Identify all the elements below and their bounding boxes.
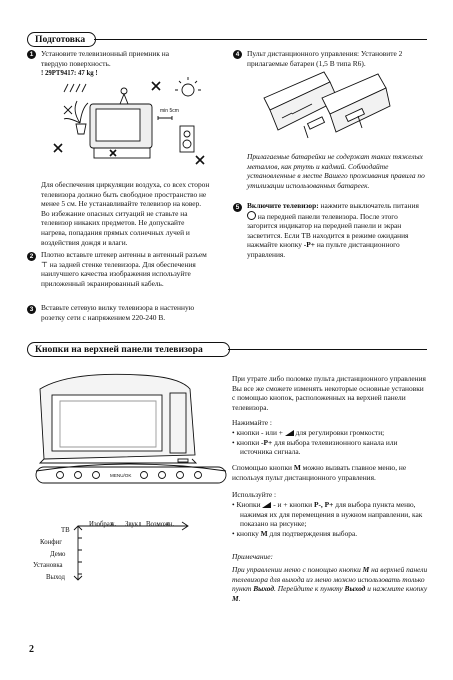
bullet-navigate: • Кнопки - и + кнопки P-, P+ для выбора пункта меню, нажимая их для перемещения в нужном направлении, как показано на рисунке; [232,500,423,529]
bullet-channel: • кнопки -P+ для выбора телевизионного канала или источника сигнала. [232,437,398,457]
remote-control-illustration [262,68,392,150]
bullet-confirm: • кнопку M для подтверждения выбора. [232,528,358,538]
volume-icon [285,430,294,436]
step1-text: Установите телевизионный приемник на твердую поверхность. ! 29PT9417: 47 kg ! [41,49,169,78]
step-number: 2 [27,252,36,261]
section-title: Кнопки на верхней панели телевизора [35,344,203,355]
step3-text: Вставьте сетевую вилку телевизора в настенную розетку сети с напряжением 220-240 В. [41,303,195,322]
tv-top-panel-illustration [30,367,230,487]
weight-note: ! 29PT9417: 47 kg ! [41,70,98,78]
press-label: Нажимайте : [232,418,272,427]
step4-text: Пульт дистанционного управления: Установите 2 прилагаемые батареи (1,5 В типа R6). [247,49,403,68]
menu-item-exit: Выход [46,574,65,581]
top-panel-intro: При утрате либо поломке пульта дистанционного управления Вы все же сможете изменять некоторые основные установки с помощью кнопок, расположенных на верхней панели телевизора. [232,374,426,412]
page-number: 2 [29,644,34,655]
press-bullets [232,428,428,457]
header-rule [228,349,427,350]
step-number: 1 [27,50,36,59]
use-bullets [232,500,428,538]
section-header-top-panel [27,342,230,357]
bullet-volume: • кнопки - или + для регулировки громкости; [232,428,385,437]
tv-placement-illustration [40,78,210,168]
menu-item-tv: ТВ [61,527,70,534]
note-text: При управлении меню с помощью кнопки M на верхней панели телевизора для выхода из меню можно использовать только пункт Выход. Перейдите к пункту Выход и нажмите кнопку M. [232,565,428,603]
section-title: Подготовка [35,34,86,45]
step5-text: Включите телевизор: нажмите выключатель питания на передней панели телевизора. После этого загорится индикатор на передней панели и экран засветится. Если ТВ находится в режиме ожидания нажмайте кнопку -P+ на пульте дистанционного управления. [247,201,419,259]
menu-item-config: Конфиг [40,539,63,546]
step2-text: Плотно вставьте штекер антенны в антенный разъем ⊤ на задней стенке телевизора. Для обеспечения наилучшего качества изображения используйте приложенный экранированный кабель. [41,250,207,288]
section-header-preparation [27,32,96,47]
submenu-item-picture: Изображ. [89,521,117,528]
step-number: 4 [233,50,242,59]
header-rule [94,39,427,40]
step-number: 3 [27,305,36,314]
submenu-item-sound: Звук [125,521,139,528]
min-5cm-label: min 5cm [160,108,179,114]
menu-item-install: Установка [33,562,63,569]
submenu-item-features: Возможн. [146,521,175,528]
menu-ok-label: MENU/OK [110,473,132,478]
step1-paragraph: Для обеспечения циркуляции воздуха, со всех сторон телевизора должно быть свободное пространство не менее 5 см. Не устанавливайте телевизор на ковер. Во избежание опасных ситуаций не ставьте на телевизор никаких предметов. Не допускайте нагрева, попадания прямых солнечных лучей и воздействия дождя и влаги. [41,180,210,247]
menu-item-demo: Демо [50,551,66,558]
battery-note: Прилагаемые батарейки не содержат таких тяжелых металлов, как ртуть и кадмий. Соблюдайте установленные в месте Вашего проживания правила по утилизации использованных батареек. [247,152,425,190]
note-title: Примечание: [232,552,273,561]
step-number: 5 [233,203,242,212]
use-label: Используйте : [232,490,277,499]
menu-key-paragraph: Спомощью кнопки M можно вызвать главное меню, не используя пульт дистанционного управления. [232,463,407,482]
power-icon [247,211,256,220]
